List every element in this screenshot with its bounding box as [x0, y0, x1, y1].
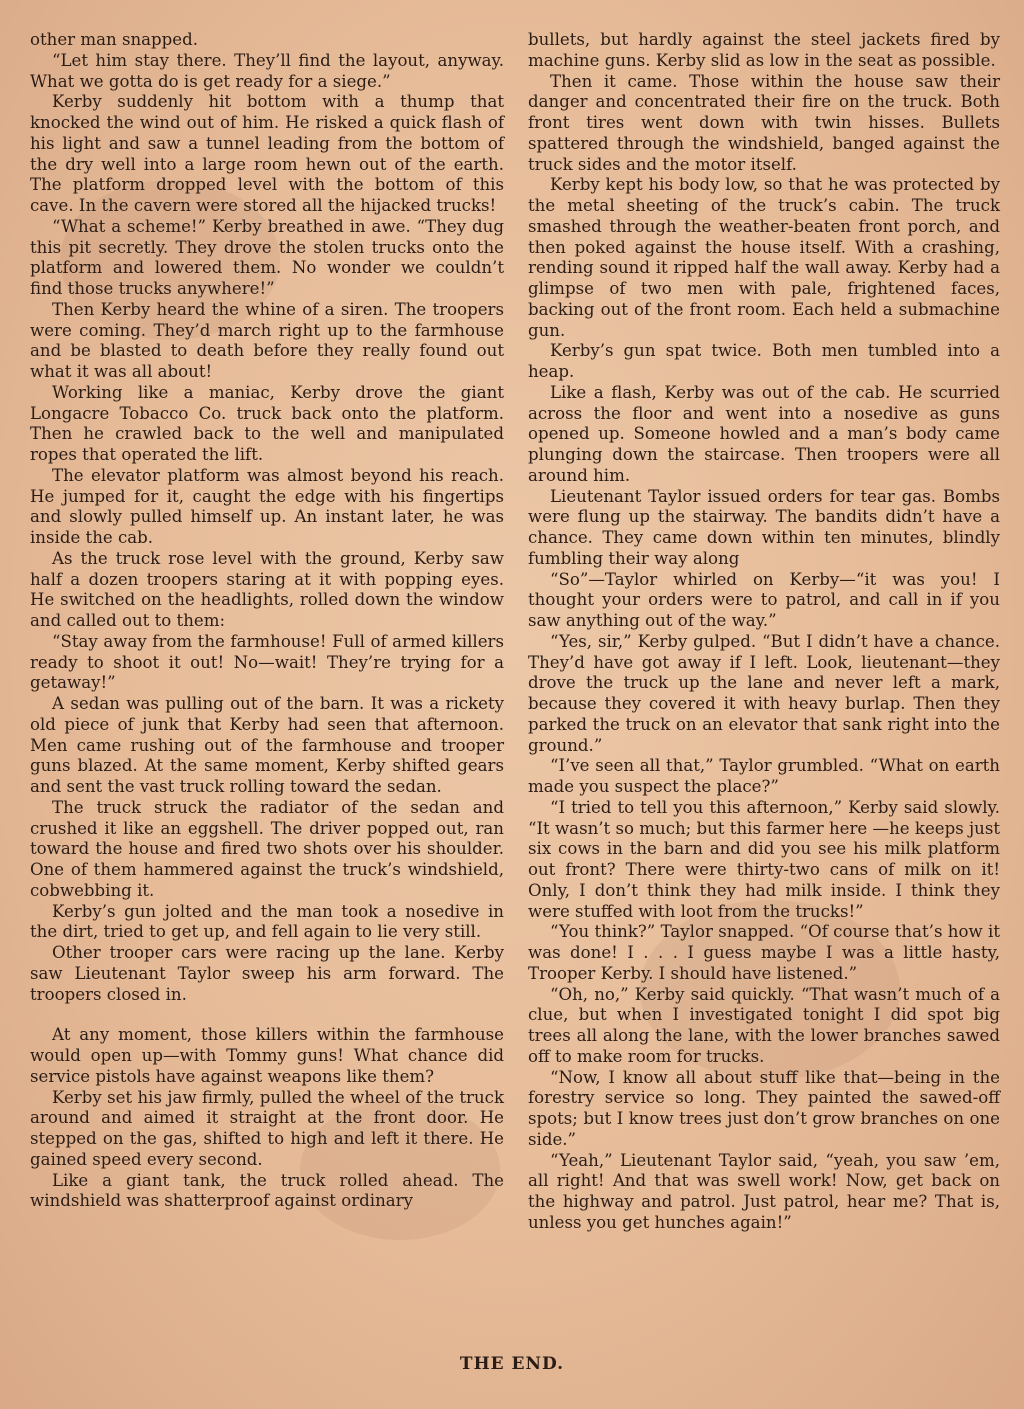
paragraph: Then it came. Those within the house saw their danger and concentrated their fire on the truck. Both front tires went down with twin hisses. Bullets spattered through the windshield, banged against the truck sides and the motor itself. [528, 71, 1000, 174]
paragraph: Other trooper cars were racing up the lane. Kerby saw Lieutenant Taylor sweep his arm forward. The troopers closed in. [30, 943, 504, 1004]
right-text-column [528, 30, 1000, 1234]
paragraph: Working like a maniac, Kerby drove the giant Longacre Tobacco Co. truck back onto the platform. Then he crawled back to the well and manipulated ropes that operated the lift. [30, 382, 504, 464]
paragraph: Then Kerby heard the whine of a siren. The troopers were coming. They’d march right up to the farmhouse and be blasted to death before they really found out what it was all about! [30, 299, 504, 381]
paragraph: The elevator platform was almost beyond his reach. He jumped for it, caught the edge with his fingertips and slowly pulled himself up. An instant later, he was inside the cab. [30, 465, 504, 547]
paragraph: “Yes, sir,” Kerby gulped. “But I didn’t have a chance. They’d have got away if I left. Look, lieutenant—they drove the truck up the lane and never left a mark, because they covered it with heavy burlap. Then they parked the truck on an elevator that sank right into the ground.” [528, 631, 1000, 755]
left-text-column [30, 30, 504, 1212]
paragraph: “Let him stay there. They’ll find the layout, anyway. What we gotta do is get ready for a siege.” [30, 50, 504, 91]
paragraph: Kerby’s gun jolted and the man took a nosedive in the dirt, tried to get up, and fell again to lie very still. [30, 901, 504, 942]
paragraph: A sedan was pulling out of the barn. It was a rickety old piece of junk that Kerby had seen that afternoon. Men came rushing out of the farmhouse and trooper guns blazed. At the same moment, Kerby shifted gears and sent the vast truck rolling toward the sedan. [30, 694, 504, 796]
the-end-label: THE END. [459, 1354, 565, 1374]
paragraph: bullets, but hardly against the steel jackets fired by machine guns. Kerby slid as low in the seat as possible. [528, 30, 1000, 70]
paragraph: “Oh, no,” Kerby said quickly. “That wasn’t much of a clue, but when I investigated tonight I did spot big trees all along the lane, with the lower branches sawed off to make room for trucks. [528, 984, 1000, 1066]
paragraph: “Yeah,” Lieutenant Taylor said, “yeah, you saw ’em, all right! And that was swell work! Now, get back on the highway and patrol. Just patrol, hear me? That is, unless you get hunches again!” [528, 1150, 1000, 1232]
paragraph: “So”—Taylor whirled on Kerby—“it was you! I thought your orders were to patrol, and call in if you saw anything out of the way.” [528, 569, 1000, 630]
paragraph: Kerby suddenly hit bottom with a thump that knocked the wind out of him. He risked a quick flash of his light and saw a tunnel leading from the bottom of the dry well into a large room hewn out of the earth. The platform dropped level with the bottom of this cave. In the cavern were stored all the hijacked trucks! [30, 92, 504, 215]
paragraph: The truck struck the radiator of the sedan and crushed it like an eggshell. The driver popped out, ran toward the house and fired two shots over his shoulder. One of them hammered against the truck’s windshield, cobwebbing it. [30, 797, 504, 900]
paragraph: Like a flash, Kerby was out of the cab. He scurried across the floor and went into a nosedive as guns opened up. Someone howled and a man’s body came plunging down the staircase. Then troopers were all around him. [528, 382, 1000, 485]
paragraph: “Stay away from the farmhouse! Full of armed killers ready to shoot it out! No—wait! They’re trying for a getaway!” [30, 631, 504, 693]
paragraph: other man snapped. [30, 30, 199, 49]
paragraph: As the truck rose level with the ground, Kerby saw half a dozen troopers staring at it with popping eyes. He switched on the headlights, rolled down the window and called out to them: [30, 548, 504, 630]
paragraph: Kerby kept his body low, so that he was protected by the metal sheeting of the truck’s cabin. The truck smashed through the weather-beaten front porch, and then poked against the house itself. With a crashing, rending sound it ripped half the wall away. Kerby had a glimpse of two men with pale, frightened faces, backing out of the front room. Each held a submachine gun. [528, 175, 1000, 340]
paragraph: Lieutenant Taylor issued orders for tear gas. Bombs were flung up the stairway. The bandits didn’t have a chance. They came down within ten minutes, blindly fumbling their way along [528, 486, 1000, 568]
paragraph: Kerby set his jaw firmly, pulled the wheel of the truck around and aimed it straight at the front door. He stepped on the gas, shifted to high and left it there. He gained speed every second. [30, 1087, 504, 1169]
paragraph: At any moment, those killers within the farmhouse would open up—with Tommy guns! What chance did service pistols have against weapons like them? [30, 1025, 504, 1086]
paragraph: Kerby’s gun spat twice. Both men tumbled into a heap. [528, 341, 1000, 381]
paragraph: “You think?” Taylor snapped. “Of course that’s how it was done! I . . . I guess maybe I was a little hasty, Trooper Kerby. I should have listened.” [528, 922, 1000, 983]
paragraph: “I tried to tell you this afternoon,” Kerby said slowly. “It wasn’t so much; but this farmer here —he keeps just six cows in the barn and did you see his milk platform out front? There were thirty-two cans of milk on it! Only, I don’t think they had milk inside. I think they were stuffed with loot from the trucks!” [528, 797, 1001, 921]
paragraph: “What a scheme!” Kerby breathed in awe. “They dug this pit secretly. They drove the stolen trucks onto the platform and lowered them. No wonder we couldn’t find those trucks anywhere!” [30, 216, 504, 298]
paragraph: “Now, I know all about stuff like that—being in the forestry service so long. They painted the sawed-off spots; but I know trees just don’t grow branches on one side.” [528, 1067, 1000, 1149]
paragraph: “I’ve seen all that,” Taylor grumbled. “What on earth made you suspect the place?” [528, 756, 1000, 796]
paragraph: Like a giant tank, the truck rolled ahead. The windshield was shatterproof against ordinary [30, 1170, 504, 1211]
